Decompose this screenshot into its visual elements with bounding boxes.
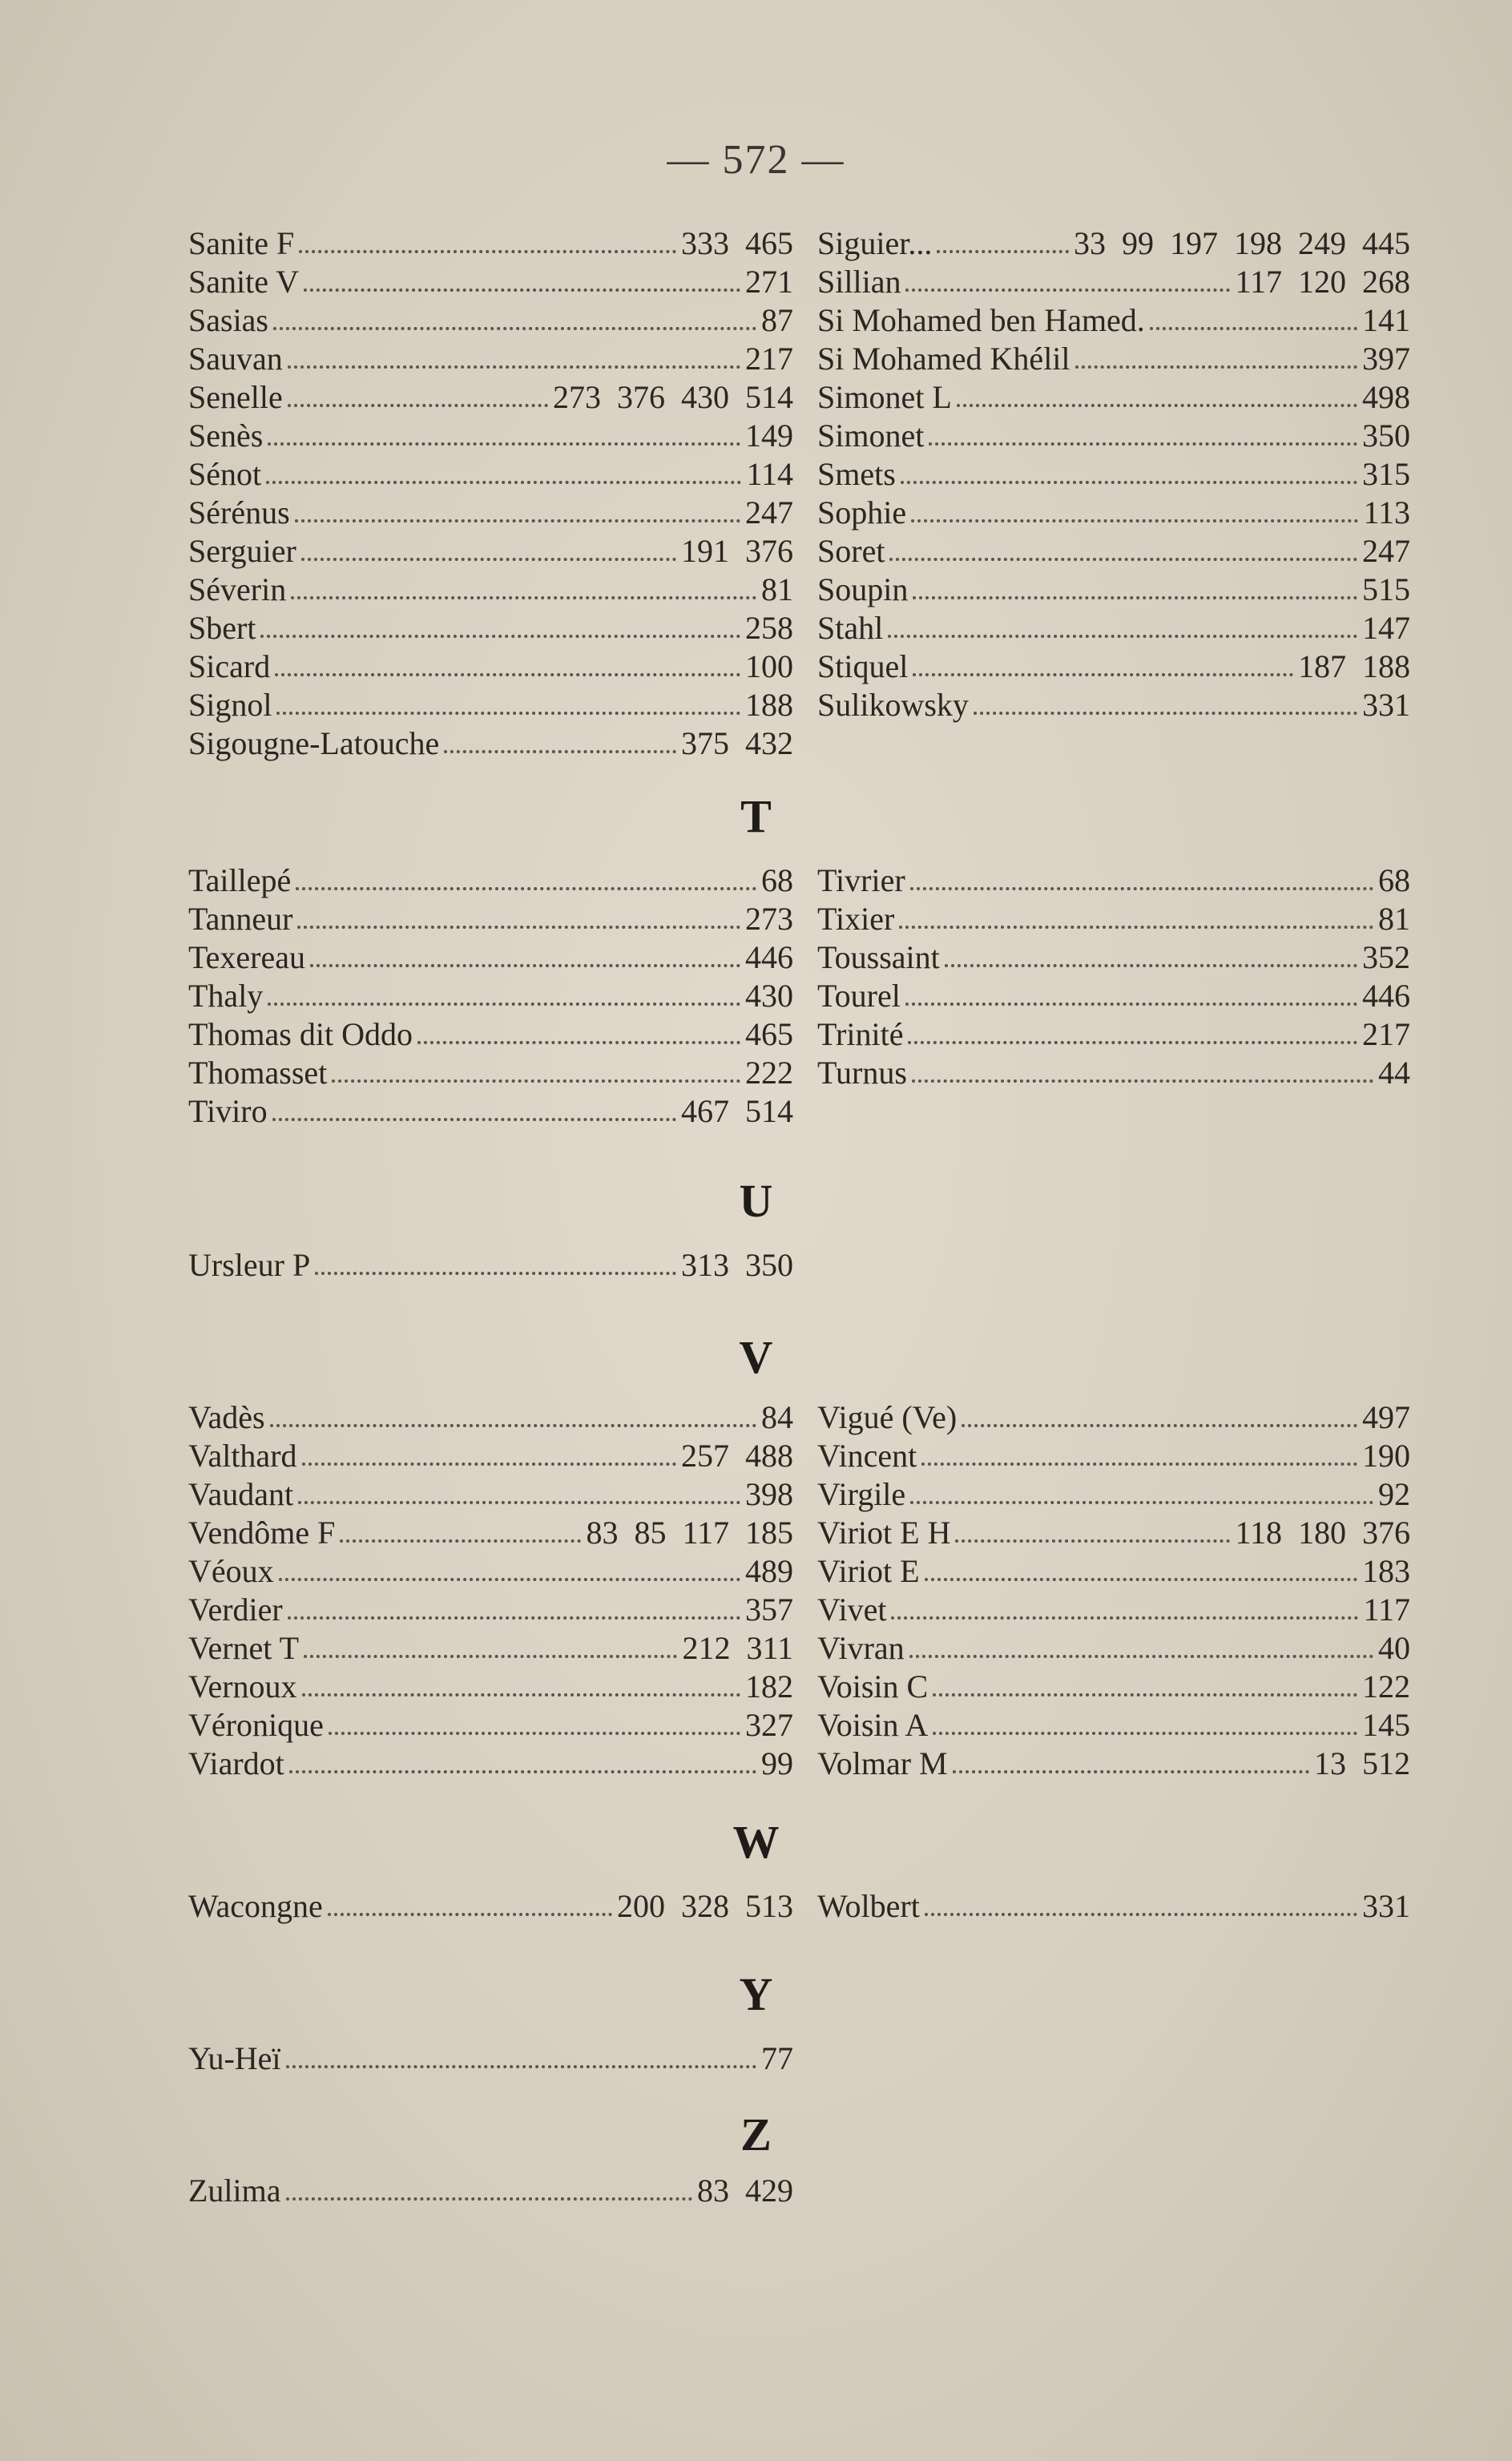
entry-name: Verdier (188, 1592, 283, 1628)
index-entry (188, 340, 793, 378)
entry-name: Smets (817, 456, 896, 492)
entry-pages: 87 (761, 302, 793, 338)
index-entry (817, 455, 1410, 494)
entry-name: Yu-Heï (188, 2040, 281, 2076)
entry-pages: 81 (761, 571, 793, 607)
dot-leader (889, 558, 1357, 561)
index-entry (188, 1054, 793, 1092)
dot-leader (275, 673, 740, 676)
index-entry (188, 494, 793, 532)
entry-name: Signol (188, 687, 272, 723)
index-entry (188, 724, 793, 763)
entry-name: Zulima (188, 2173, 281, 2209)
index-entry (188, 938, 793, 977)
entry-name: Vigué (Ve) (817, 1399, 958, 1435)
dot-leader (298, 1501, 740, 1504)
entry-name: Volmar M (817, 1745, 948, 1781)
dot-leader (925, 1578, 1357, 1581)
dot-leader (912, 1079, 1373, 1083)
index-entry (188, 686, 793, 724)
index-entry (817, 1475, 1410, 1514)
dot-leader (957, 404, 1357, 407)
entry-pages: 247 (745, 494, 793, 531)
entry-pages: 331 (1362, 687, 1410, 723)
index-entry (188, 1706, 793, 1745)
entry-name: Viriot E H (817, 1515, 951, 1551)
dot-leader (288, 1616, 740, 1620)
index-entry (188, 861, 793, 900)
entry-pages: 68 (1378, 862, 1410, 898)
index-entry (817, 1398, 1410, 1437)
entry-pages: 113 (1363, 494, 1410, 531)
index-entry (188, 609, 793, 648)
entry-pages: 398 (745, 1476, 793, 1512)
index-entry (817, 532, 1410, 571)
entry-name: Tivrier (817, 862, 905, 898)
entry-pages: 489 (745, 1553, 793, 1589)
section-letter-w: W (732, 1816, 780, 1868)
dot-leader (328, 1913, 612, 1916)
index-entry (817, 938, 1410, 977)
dot-leader (272, 1118, 676, 1121)
entry-name: Voisin C (817, 1668, 929, 1705)
entry-name: Voisin A (817, 1707, 929, 1743)
entry-pages: 77 (761, 2040, 793, 2076)
dot-leader (295, 519, 740, 522)
entry-pages: 33 99 197 198 249 445 (1074, 225, 1410, 261)
dot-leader (310, 964, 740, 967)
dot-leader (296, 887, 756, 890)
entry-name: Texereau (188, 939, 305, 975)
entry-name: Tixier (817, 901, 895, 937)
index-entry (188, 1552, 793, 1591)
entry-name: Siguier... (817, 225, 933, 261)
index-entry (188, 2172, 793, 2210)
dot-leader (268, 442, 740, 446)
dot-leader (974, 712, 1357, 715)
index-entry (817, 1054, 1410, 1092)
dot-leader (955, 1539, 1230, 1543)
index-entry (188, 224, 793, 263)
index-entry (188, 1668, 793, 1706)
entry-name: Toussaint (817, 939, 940, 975)
dot-leader (953, 1770, 1309, 1773)
index-entry (188, 977, 793, 1015)
entry-name: Vernet T (188, 1630, 300, 1666)
section-letter-u: U (739, 1175, 773, 1227)
entry-pages: 257 488 (681, 1438, 793, 1474)
entry-name: Sanite V (188, 264, 300, 300)
entry-name: Vaudant (188, 1476, 294, 1512)
index-entry (817, 609, 1410, 648)
dot-leader (1075, 365, 1357, 369)
dot-leader (444, 750, 676, 753)
entry-pages: 333 465 (681, 225, 793, 261)
index-entry (188, 1514, 793, 1552)
index-entry (188, 571, 793, 609)
dot-leader (910, 887, 1373, 890)
index-entry (817, 1745, 1410, 1783)
section-letter-z: Z (740, 2108, 772, 2160)
index-entry (188, 532, 793, 571)
dot-leader (260, 635, 740, 638)
entry-pages: 190 (1362, 1438, 1410, 1474)
entry-name: Vivet (817, 1592, 887, 1628)
entry-pages: 100 (745, 648, 793, 684)
index-entry (817, 417, 1410, 455)
dot-leader (291, 596, 756, 599)
index-entry (188, 1887, 793, 1926)
dot-leader (315, 1272, 676, 1275)
entry-pages: 212 311 (682, 1630, 793, 1666)
dot-leader (905, 288, 1230, 292)
entry-pages: 217 (745, 341, 793, 377)
entry-name: Sicard (188, 648, 271, 684)
dot-leader (1150, 327, 1357, 330)
entry-pages: 327 (745, 1707, 793, 1743)
index-entry (188, 1591, 793, 1629)
dot-leader (937, 250, 1069, 253)
index-entry (188, 900, 793, 938)
section-letter-v: V (739, 1331, 773, 1383)
index-entry (188, 1398, 793, 1437)
entry-pages: 92 (1378, 1476, 1410, 1512)
entry-pages: 497 (1362, 1399, 1410, 1435)
dot-leader (910, 1501, 1373, 1504)
dot-leader (925, 1913, 1357, 1916)
index-entry (817, 1437, 1410, 1475)
entry-pages: 397 (1362, 341, 1410, 377)
entry-pages: 357 (745, 1592, 793, 1628)
index-entry (188, 2039, 793, 2078)
dot-leader (304, 1655, 677, 1658)
entry-name: Stahl (817, 610, 884, 646)
entry-name: Vadès (188, 1399, 265, 1435)
entry-pages: 118 180 376 (1235, 1515, 1410, 1551)
entry-name: Simonet (817, 418, 925, 454)
entry-pages: 446 (1362, 978, 1410, 1014)
dot-leader (962, 1424, 1357, 1427)
dot-leader (921, 1462, 1357, 1466)
entry-name: Senelle (188, 379, 283, 415)
entry-name: Si Mohamed ben Hamed. (817, 302, 1145, 338)
entry-name: Vincent (817, 1438, 917, 1474)
dot-leader (888, 635, 1357, 638)
entry-name: Séverin (188, 571, 287, 607)
entry-pages: 117 (1363, 1592, 1410, 1628)
entry-pages: 114 (746, 456, 793, 492)
index-entry (188, 1246, 793, 1285)
entry-pages: 117 120 268 (1235, 264, 1410, 300)
dot-leader (288, 404, 548, 407)
entry-pages: 465 (745, 1016, 793, 1052)
dot-leader (302, 1462, 676, 1466)
entry-name: Viriot E (817, 1553, 920, 1589)
dot-leader (301, 558, 676, 561)
entry-pages: 99 (761, 1745, 793, 1781)
dot-leader (286, 2197, 692, 2201)
index-entry (817, 1668, 1410, 1706)
entry-name: Vivran (817, 1630, 905, 1666)
entry-name: Thaly (188, 978, 264, 1014)
dot-leader (273, 327, 756, 330)
entry-pages: 200 328 513 (617, 1888, 793, 1924)
entry-name: Senès (188, 418, 264, 454)
entry-name: Taillepé (188, 862, 292, 898)
entry-name: Tanneur (188, 901, 293, 937)
dot-leader (266, 481, 741, 484)
index-entry (188, 263, 793, 301)
dot-leader (901, 481, 1357, 484)
entry-pages: 13 512 (1314, 1745, 1410, 1781)
dot-leader (945, 964, 1357, 967)
entry-pages: 191 376 (681, 533, 793, 569)
dot-leader (340, 1539, 581, 1543)
index-entry (817, 977, 1410, 1015)
dot-leader (899, 926, 1373, 929)
dot-leader (304, 288, 740, 292)
entry-name: Véoux (188, 1553, 274, 1589)
entry-pages: 247 (1362, 533, 1410, 569)
index-entry (817, 1887, 1410, 1926)
dot-leader (908, 1041, 1357, 1044)
dot-leader (329, 1732, 740, 1735)
entry-pages: 182 (745, 1668, 793, 1705)
entry-pages: 498 (1362, 379, 1410, 415)
entry-pages: 430 (745, 978, 793, 1014)
entry-name: Véronique (188, 1707, 324, 1743)
index-entry (817, 340, 1410, 378)
index-entry (817, 648, 1410, 686)
entry-pages: 44 (1378, 1055, 1410, 1091)
dot-leader (913, 673, 1293, 676)
entry-name: Sigougne-Latouche (188, 725, 440, 761)
entry-name: Stiquel (817, 648, 909, 684)
dot-leader (279, 1578, 740, 1581)
index-entry (188, 648, 793, 686)
entry-name: Wolbert (817, 1888, 920, 1924)
dot-leader (909, 1655, 1373, 1658)
entry-pages: 258 (745, 610, 793, 646)
entry-name: Viardot (188, 1745, 284, 1781)
entry-name: Ursleur P (188, 1247, 311, 1283)
dot-leader (276, 712, 740, 715)
entry-pages: 313 350 (681, 1247, 793, 1283)
index-entry (188, 301, 793, 340)
index-entry (817, 494, 1410, 532)
entry-pages: 68 (761, 862, 793, 898)
entry-name: Vendôme F (188, 1515, 336, 1551)
entry-name: Trinité (817, 1016, 904, 1052)
entry-pages: 352 (1362, 939, 1410, 975)
entry-pages: 81 (1378, 901, 1410, 937)
index-entry (188, 378, 793, 417)
index-entry (817, 686, 1410, 724)
entry-pages: 350 (1362, 418, 1410, 454)
index-entry (817, 1706, 1410, 1745)
dot-leader (270, 1424, 756, 1427)
index-entry (817, 1591, 1410, 1629)
dot-leader (929, 442, 1357, 446)
entry-name: Sénot (188, 456, 262, 492)
index-entry (188, 455, 793, 494)
index-entry (188, 1475, 793, 1514)
entry-name: Turnus (817, 1055, 907, 1091)
index-entry (188, 1437, 793, 1475)
dot-leader (933, 1693, 1357, 1696)
entry-pages: 83 429 (697, 2173, 793, 2209)
index-entry (817, 263, 1410, 301)
index-entry (188, 417, 793, 455)
page-number: — 572 — (667, 137, 845, 183)
index-entry (188, 1629, 793, 1668)
entry-pages: 446 (745, 939, 793, 975)
entry-pages: 83 85 117 185 (586, 1515, 793, 1551)
index-entry (817, 1552, 1410, 1591)
dot-leader (913, 596, 1357, 599)
dot-leader (417, 1041, 740, 1044)
entry-pages: 149 (745, 418, 793, 454)
dot-leader (933, 1732, 1357, 1735)
index-entry (817, 301, 1410, 340)
dot-leader (911, 519, 1358, 522)
entry-pages: 315 (1362, 456, 1410, 492)
entry-pages: 147 (1362, 610, 1410, 646)
dot-leader (905, 1003, 1357, 1006)
entry-name: Wacongne (188, 1888, 323, 1924)
entry-name: Sbert (188, 610, 256, 646)
entry-pages: 331 (1362, 1888, 1410, 1924)
index-entry (817, 1015, 1410, 1054)
dot-leader (288, 365, 740, 369)
entry-name: Soret (817, 533, 885, 569)
index-entry (817, 861, 1410, 900)
dot-leader (286, 2065, 756, 2068)
dot-leader (302, 1693, 740, 1696)
entry-pages: 271 (745, 264, 793, 300)
entry-name: Vernoux (188, 1668, 297, 1705)
entry-name: Thomasset (188, 1055, 328, 1091)
entry-name: Si Mohamed Khélil (817, 341, 1070, 377)
entry-pages: 467 514 (681, 1093, 793, 1129)
entry-pages: 375 432 (681, 725, 793, 761)
entry-pages: 222 (745, 1055, 793, 1091)
section-letter-y: Y (739, 1968, 773, 2020)
entry-pages: 141 (1362, 302, 1410, 338)
entry-pages: 84 (761, 1399, 793, 1435)
entry-name: Simonet L (817, 379, 952, 415)
entry-pages: 188 (745, 687, 793, 723)
entry-name: Sulikowsky (817, 687, 969, 723)
entry-name: Sérénus (188, 494, 290, 531)
entry-name: Soupin (817, 571, 909, 607)
entry-pages: 145 (1362, 1707, 1410, 1743)
entry-name: Tourel (817, 978, 901, 1014)
entry-pages: 187 188 (1298, 648, 1410, 684)
dot-leader (289, 1770, 756, 1773)
entry-pages: 273 (745, 901, 793, 937)
index-entry (188, 1015, 793, 1054)
section-letter-t: T (740, 790, 772, 842)
entry-name: Virgile (817, 1476, 906, 1512)
dot-leader (332, 1079, 740, 1083)
entry-name: Serguier (188, 533, 296, 569)
index-entry (817, 378, 1410, 417)
entry-name: Valthard (188, 1438, 297, 1474)
index-entry (188, 1092, 793, 1131)
entry-name: Tiviro (188, 1093, 268, 1129)
entry-pages: 515 (1362, 571, 1410, 607)
entry-name: Thomas dit Oddo (188, 1016, 413, 1052)
entry-name: Sanite F (188, 225, 295, 261)
entry-pages: 40 (1378, 1630, 1410, 1666)
entry-name: Sasias (188, 302, 268, 338)
index-entry (817, 1514, 1410, 1552)
index-entry (188, 1745, 793, 1783)
index-entry (817, 900, 1410, 938)
entry-pages: 183 (1362, 1553, 1410, 1589)
dot-leader (891, 1616, 1358, 1620)
entry-name: Sophie (817, 494, 907, 531)
entry-pages: 273 376 430 514 (553, 379, 793, 415)
entry-pages: 122 (1362, 1668, 1410, 1705)
dot-leader (297, 926, 740, 929)
index-entry (817, 571, 1410, 609)
entry-name: Sauvan (188, 341, 283, 377)
dot-leader (268, 1003, 740, 1006)
index-entry (817, 1629, 1410, 1668)
dot-leader (299, 250, 676, 253)
index-entry (817, 224, 1410, 263)
entry-name: Sillian (817, 264, 901, 300)
entry-pages: 217 (1362, 1016, 1410, 1052)
